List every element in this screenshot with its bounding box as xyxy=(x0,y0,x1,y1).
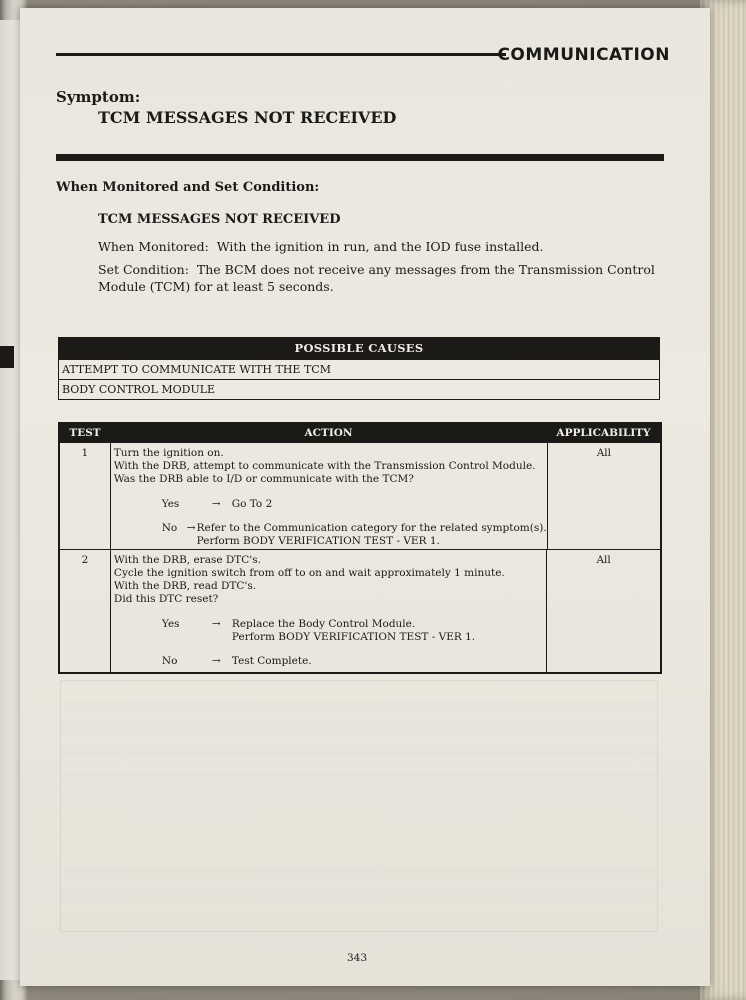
header-rule xyxy=(56,53,506,56)
no-branch xyxy=(114,655,546,668)
no-branch xyxy=(114,522,547,548)
col-header-action: ACTION xyxy=(304,427,353,439)
when-monitored xyxy=(98,239,543,254)
set-condition-text: The BCM does not receive any messages from the Transmission Control Module (TCM) for at least 5 seconds. xyxy=(98,262,655,294)
page-tab-marker xyxy=(0,346,14,368)
test-number: 1 xyxy=(60,443,111,549)
col-header-applicability: APPLICABILITY xyxy=(556,427,651,439)
page-number: 343 xyxy=(347,952,368,964)
test-applicability: All xyxy=(596,447,611,459)
set-condition xyxy=(98,261,664,295)
table-row xyxy=(60,442,660,549)
test-step: With the DRB, erase DTC's. xyxy=(113,554,261,566)
arrow-right-icon: → xyxy=(211,655,221,667)
test-step: With the DRB, read DTC's. xyxy=(113,580,257,592)
set-condition-label: Set Condition: xyxy=(98,262,189,277)
yes-result xyxy=(232,618,475,644)
col-header-test: TEST xyxy=(69,427,101,439)
no-result xyxy=(197,522,547,548)
test-applicability: All xyxy=(596,554,611,566)
arrow-right-icon: → xyxy=(211,618,221,630)
table-row xyxy=(60,549,660,672)
test-step: Was the DRB able to I/D or communicate with the TCM? xyxy=(113,473,414,485)
arrow-right-icon: → xyxy=(211,498,221,510)
no-result: Test Complete. xyxy=(231,655,312,667)
manual-page xyxy=(20,8,710,986)
test-action xyxy=(111,443,548,549)
cause-row: BODY CONTROL MODULE xyxy=(59,379,659,399)
yes-branch xyxy=(114,498,547,511)
yes-result-line: Replace the Body Control Module. xyxy=(231,618,416,630)
diagnostic-test-table xyxy=(58,422,662,674)
test-step: Cycle the ignition switch from off to on and wait approximately 1 minute. xyxy=(113,567,505,579)
symptom-label: Symptom: xyxy=(56,88,141,106)
possible-causes-header: POSSIBLE CAUSES xyxy=(59,338,659,359)
monitor-subtitle: TCM MESSAGES NOT RECEIVED xyxy=(98,212,341,227)
test-number: 2 xyxy=(60,550,111,672)
test-step: Turn the ignition on. xyxy=(113,447,224,459)
cause-row: ATTEMPT TO COMMUNICATE WITH THE TCM xyxy=(59,359,659,379)
section-title: COMMUNICATION xyxy=(497,45,670,65)
no-label: No xyxy=(161,522,178,534)
test-action xyxy=(111,550,547,672)
monitor-heading: When Monitored and Set Condition: xyxy=(56,180,320,195)
bleed-through-area xyxy=(60,680,658,932)
test-table-header xyxy=(60,424,660,442)
possible-causes-table xyxy=(58,337,660,400)
yes-label: Yes xyxy=(161,498,180,510)
when-monitored-text: With the ignition in run, and the IOD fuse installed. xyxy=(216,239,544,254)
no-label: No xyxy=(161,655,178,667)
yes-result: Go To 2 xyxy=(231,498,273,510)
yes-label: Yes xyxy=(161,618,180,630)
symptom-title: TCM MESSAGES NOT RECEIVED xyxy=(98,108,397,127)
no-result-line: Refer to the Communication category for the related symptom(s). xyxy=(196,522,547,534)
test-step: Did this DTC reset? xyxy=(113,593,219,605)
yes-result-line: Perform BODY VERIFICATION TEST - VER 1. xyxy=(231,631,476,643)
no-result-line: Perform BODY VERIFICATION TEST - VER 1. xyxy=(196,535,440,547)
when-monitored-label: When Monitored: xyxy=(98,239,209,254)
arrow-right-icon: → xyxy=(186,522,196,534)
yes-branch xyxy=(114,618,546,644)
test-step: With the DRB, attempt to communicate with the Transmission Control Module. xyxy=(113,460,536,472)
section-divider xyxy=(56,154,664,161)
